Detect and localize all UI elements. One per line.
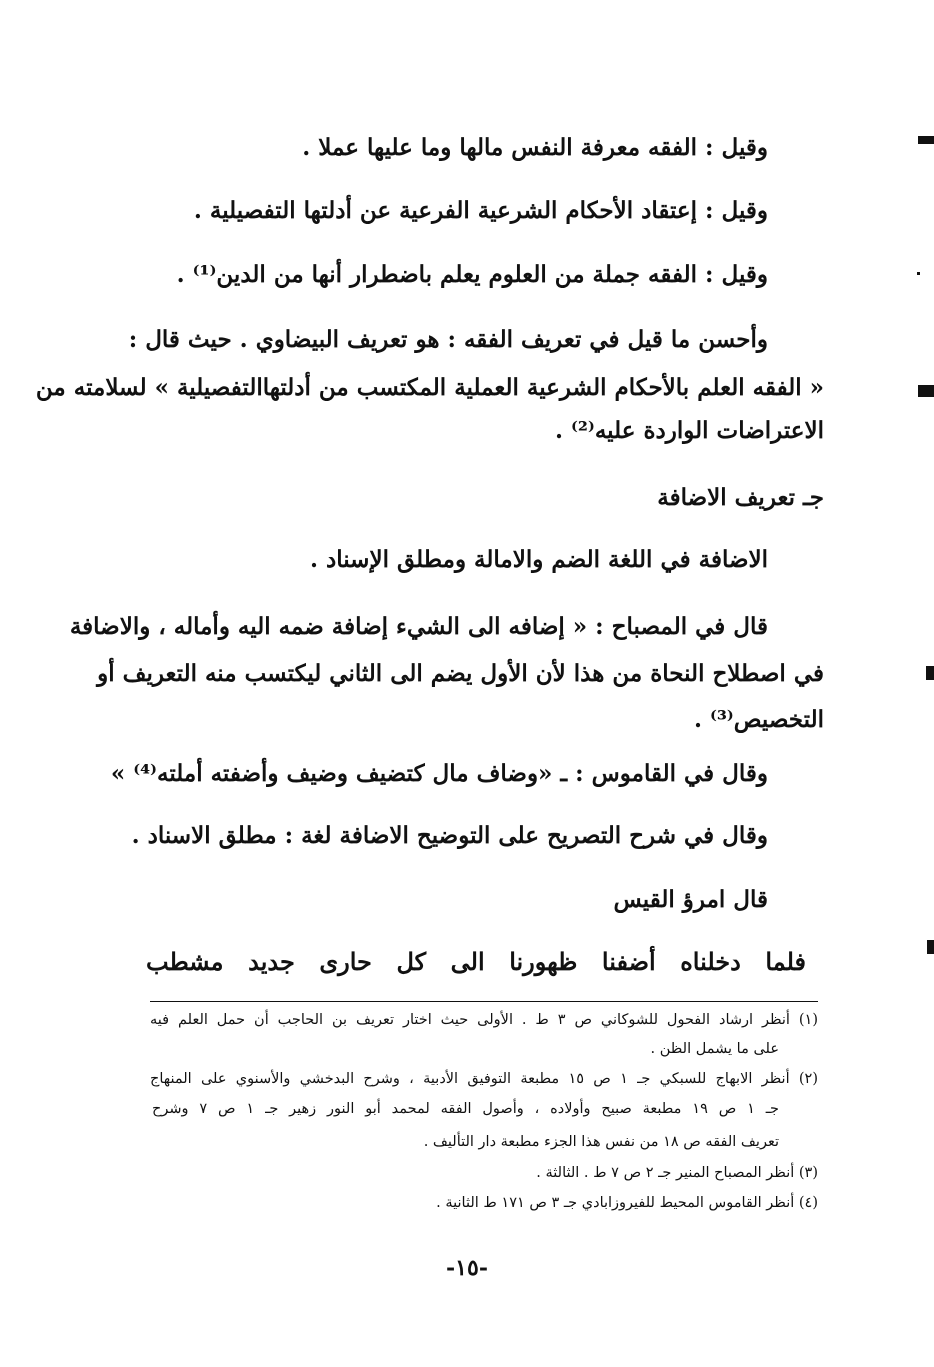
- scan-edge-mark: [927, 940, 934, 954]
- body-line-1: وقيل : الفقه معرفة النفس مالها وما عليها عملا .: [302, 134, 768, 161]
- body-line-6: الاعتراضات الواردة عليه⁽²⁾ .: [555, 417, 824, 444]
- body-line-2: وقيل : إعتقاد الأحكام الشرعية الفرعية عن أدلتها التفصيلية .: [193, 197, 768, 224]
- body-line-10: في اصطلاح النحاة من هذا لأن الأول يضم الى الثاني ليكتسب منه التعريف أو: [97, 660, 824, 687]
- page-number: -١٥-: [446, 1255, 488, 1281]
- footnote-1-line-1: (١) أنظر ارشاد الفحول للشوكاني ص ٣ ط . الأولى حيث اختار تعريف بن الحاجب أن حمل العلم فيه: [150, 1012, 818, 1028]
- body-line-9: قال في المصباح : « إضافه الى الشيء إضافة ضمه اليه وأماله ، والاضافة: [69, 613, 768, 640]
- body-line-3: وقيل : الفقه جملة من العلوم يعلم باضطرار أنها من الدين⁽¹⁾ .: [176, 261, 768, 288]
- section-heading: جـ تعريف الاضافة: [657, 484, 824, 511]
- body-line-12: وقال في القاموس : ـ «وضاف مال كتضيف وضيف وأضفته أملته⁽⁴⁾ »: [110, 760, 768, 787]
- footnote-2-line-1: (٢) أنظر الابهاج للسبكي جـ ١ ص ١٥ مطبعة التوفيق الأدبية ، وشرح البدخشي والأسنوي على المنهاج: [150, 1071, 819, 1087]
- scan-edge-mark: [926, 666, 934, 680]
- footnote-3: (٣) أنظر المصباح المنير جـ ٢ ص ٧ ط . الثالثة .: [536, 1165, 818, 1181]
- footnote-2-line-2: جـ ١ ص ١٩ مطبعة صبيح وأولاده ، وأصول الفقه لمحمد أبو النور زهير جـ ١ ص ٧ وشرح: [152, 1101, 779, 1117]
- footnote-divider: [150, 1001, 818, 1002]
- body-line-14: قال امرؤ القيس: [613, 886, 768, 913]
- scan-edge-mark: [918, 385, 934, 397]
- scan-edge-mark: [917, 272, 920, 275]
- scan-edge-mark: [918, 136, 934, 144]
- footnote-4: (٤) أنظر القاموس المحيط للفيروزابادي جـ ٣ ص ١٧١ ط الثانية .: [436, 1195, 818, 1211]
- body-line-5: « الفقه العلم بالأحكام الشرعية العملية المكتسب من أدلتهاالتفصيلية » لسلامته من: [35, 374, 824, 401]
- body-line-8: الاضافة في اللغة الضم والامالة ومطلق الإسناد .: [309, 546, 768, 573]
- body-line-4: وأحسن ما قيل في تعريف الفقه : هو تعريف البيضاوي . حيث قال :: [128, 326, 768, 353]
- body-line-11: التخصيص⁽³⁾ .: [693, 706, 824, 733]
- footnote-1-line-2: على ما يشمل الظن .: [650, 1041, 779, 1057]
- poem-verse: فلما دخلناه أضفنا ظهورنا الى كل حارى جديد مشطب: [146, 947, 806, 976]
- body-line-13: وقال في شرح التصريح على التوضيح الاضافة لغة : مطلق الاسناد .: [131, 822, 768, 849]
- footnote-2-line-3: تعريف الفقه ص ١٨ من نفس هذا الجزء مطبعة دار التأليف .: [423, 1134, 779, 1150]
